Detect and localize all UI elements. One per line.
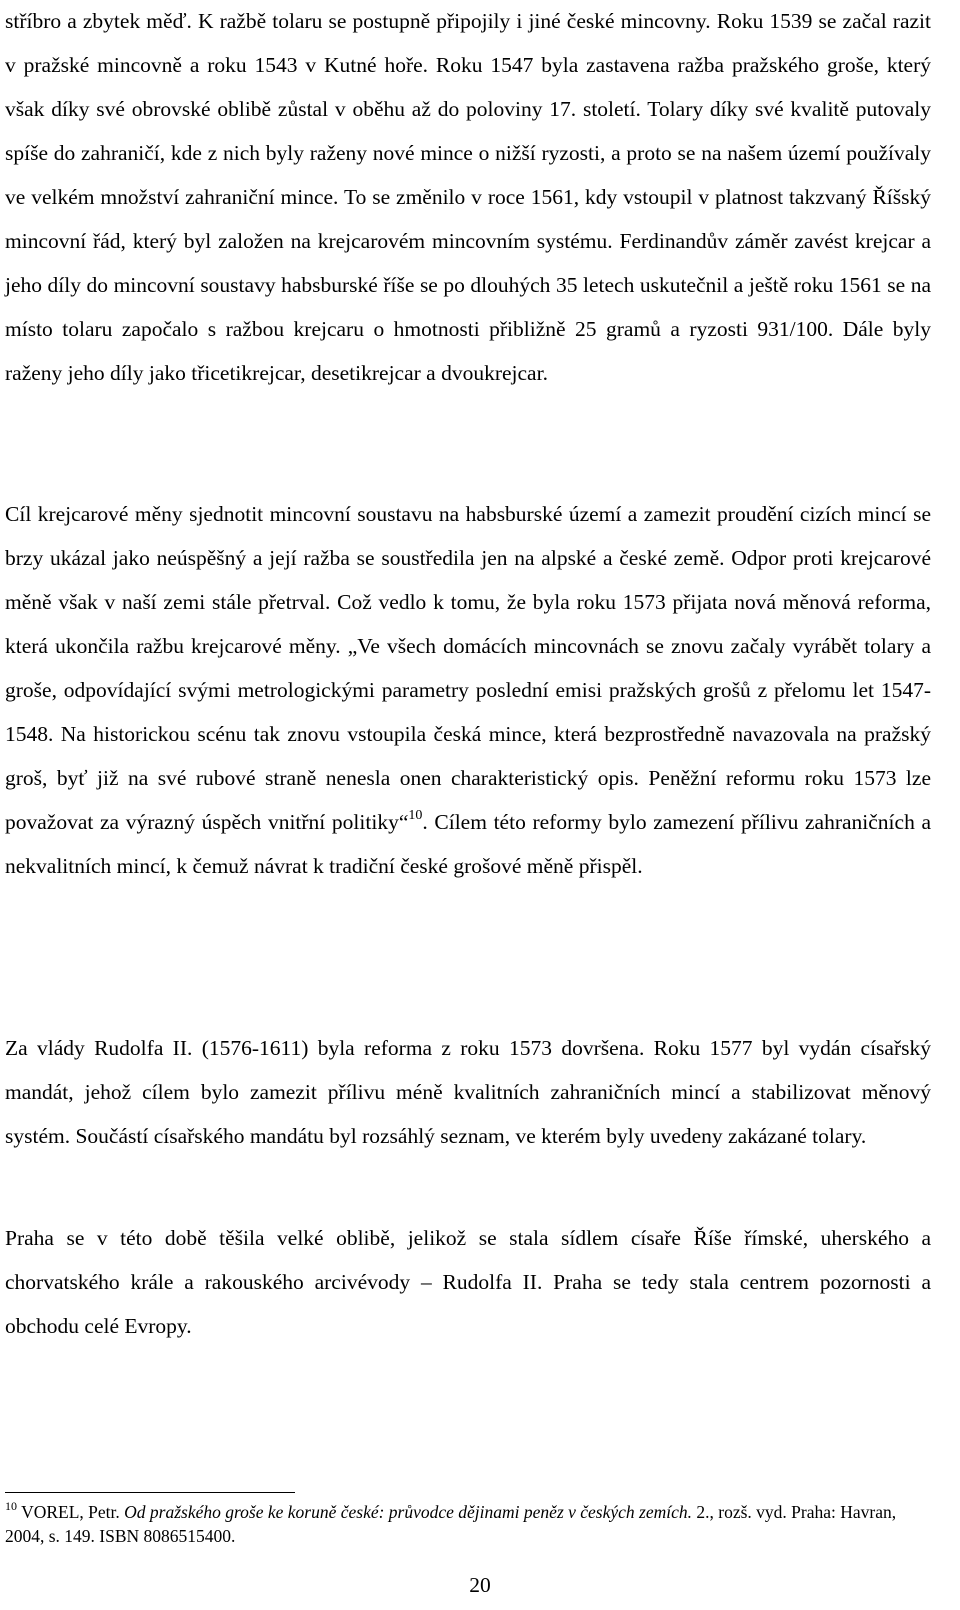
- paragraph-coinage-history: [5, 0, 931, 395]
- paragraph-text: Za vlády Rudolfa II. (1576-1611) byla reforma z roku 1573 dovršena. Roku 1577 byl vydán císařský mandát, jehož cílem bylo zamezit přílivu méně kvalitních zahraničních mincí a stabilizovat měnový systém. Součástí císařského mandátu byl rozsáhlý seznam, ve kterém byly uvedeny zakázané tolary.: [5, 1036, 931, 1148]
- footnote-separator: [5, 1492, 295, 1493]
- page-number: 20: [469, 1573, 491, 1597]
- footnote-title: Od pražského groše ke koruně české: průvodce dějinami peněz v českých zemích.: [124, 1502, 693, 1522]
- paragraph-prague: [5, 1216, 931, 1348]
- footnote-reference[interactable]: 10: [408, 808, 423, 823]
- footnote: [5, 1500, 931, 1548]
- footnote-number: 10: [5, 1499, 17, 1513]
- paragraph-text-continued: . Cílem této reformy bylo zamezení přílivu zahraničních a nekvalitních mincí, k čemuž návrat k tradiční české grošové měně přispěl.: [5, 810, 931, 878]
- paragraph-text: stříbro a zbytek měď. K ražbě tolaru se postupně připojily i jiné české mincovny. Roku 1539 se začal razit v pražské mincovně a roku 1543 v Kutné hoře. Roku 1547 byla zastavena ražba pražského groše, který však díky své obrovské oblibě zůstal v oběhu až do poloviny 17. století. Tolary díky své kvalitě putovaly spíše do zahraničí, kde z nich byly raženy nové mince o nižší ryzosti, a proto se na našem území používaly ve velkém množství zahraniční mince. To se změnilo v roce 1561, kdy vstoupil v platnost takzvaný Říšský mincovní řád, který byl založen na krejcarovém mincovním systému. Ferdinandův záměr zavést krejcar a jeho díly do mincovní soustavy habsburské říše se po dlouhých 35 letech uskutečnil a ještě roku 1561 se na místo tolaru započalo s ražbou krejcaru o hmotnosti přibližně 25 gramů a ryzosti 931/100. Dále byly raženy jeho díly jako třicetikrejcar, desetikrejcar a dvoukrejcar.: [5, 9, 931, 385]
- paragraph-text: Praha se v této době těšila velké oblibě, jelikož se stala sídlem císaře Říše římské, uherského a chorvatského krále a rakouského arcivévody – Rudolfa II. Praha se tedy stala centrem pozornosti a obchodu celé Evropy.: [5, 1226, 931, 1338]
- paragraph-rudolf-reform: [5, 1026, 931, 1158]
- paragraph-text: Cíl krejcarové měny sjednotit mincovní soustavu na habsburské území a zamezit proudění cizích mincí se brzy ukázal jako neúspěšný a její ražba se soustředila jen na alpské a české země. Odpor proti krejcarové měně však v naší zemi stále přetrval. Což vedlo k tomu, že byla roku 1573 přijata nová měnová reforma, která ukončila ražbu krejcarové měny. „Ve všech domácích mincovnách se znovu začaly vyrábět tolary a groše, odpovídající svými metrologickými parametry poslední emisi pražských grošů z přelomu let 1547-1548. Na historickou scénu tak znovu vstoupila česká mince, která bezprostředně navazovala na pražský groš, byť již na své rubové straně nenesla onen charakteristický opis. Peněžní reformu roku 1573 lze považovat za výrazný úspěch vnitřní politiky“: [5, 502, 931, 834]
- footnote-author: VOREL, Petr.: [21, 1502, 120, 1522]
- paragraph-krejcar-currency: [5, 492, 931, 888]
- footnote-details: 2., rozš. vyd. Praha: Havran, 2004, s. 149. ISBN 8086515400.: [5, 1502, 897, 1546]
